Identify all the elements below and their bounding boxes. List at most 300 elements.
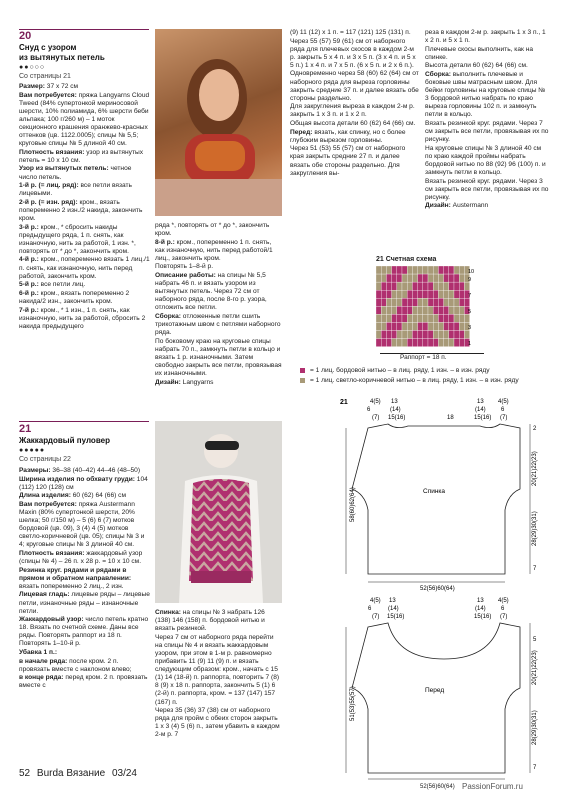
dim-label: 6 (501, 606, 505, 612)
chart-cell (449, 306, 454, 314)
chart-cell (459, 322, 464, 330)
chart-cell (423, 290, 428, 298)
dim-label: (7) (500, 614, 508, 620)
section-20-column-1 (19, 83, 150, 331)
chart-cell (376, 298, 381, 306)
section-20-column-2 (155, 222, 282, 387)
chart-cell (454, 330, 459, 338)
chart-cell (402, 306, 407, 314)
chart-cell (454, 266, 459, 274)
chart-cell (444, 298, 449, 306)
chart-cell (423, 306, 428, 314)
para: Сборка: выполнить плечевые и боковые швы матрасным швом. Для бейки горловины на круговые спицы № 3 бордовой нитью набрать по краю выреза горловины 102 п. и замкнуть петли в кольцо. (425, 70, 546, 119)
para: 5-й р.: все петли лиц. (19, 281, 86, 289)
chart-cell (407, 314, 412, 322)
section-21-difficulty: ●●●●● (19, 447, 46, 454)
title-line-2: из вытянутых петель (19, 52, 105, 62)
dim-label: 18 (447, 415, 454, 421)
chart-cell (459, 330, 464, 338)
dim-label: 5 (533, 637, 537, 643)
chart-cell (459, 266, 464, 274)
chart-cell (454, 306, 459, 314)
chart-cell (459, 306, 464, 314)
chart-cell (412, 339, 417, 347)
chart-cell (376, 282, 381, 290)
chart-cell (444, 290, 449, 298)
chart-cell (412, 282, 417, 290)
row-number: 9 (468, 277, 472, 283)
chart-cell (433, 290, 438, 298)
brown-swatch (300, 378, 305, 383)
para: Перед: вязать, как спинку, но с более глубоким вырезом горловины. (290, 128, 406, 144)
para: Узор из вытянутых петель: четное число петель. (19, 165, 132, 181)
para: 3-й р.: кром., * сбросить накиды предыдущего ряда, 1 п. снять, как изнаночную, нить за работой, 1 изн. *, повторять от * до *, закончить кром. (19, 223, 136, 255)
row-number: 1 (468, 341, 472, 347)
chart-cell (418, 322, 423, 330)
section-20-source: Со страницы 21 (19, 73, 71, 80)
chart-cell (449, 266, 454, 274)
section-20-difficulty: ●●○○○ (19, 64, 46, 71)
chart-cell (428, 314, 433, 322)
page-footer (19, 770, 137, 778)
dim-label: 15(16) (474, 415, 492, 421)
chart-cell (397, 314, 402, 322)
para: 2-й р. (= изн. ряд): кром., вязать попеременно 2 изн./2 накида, закончить кром. (19, 198, 143, 222)
chart-cell (444, 266, 449, 274)
chart-cell (418, 298, 423, 306)
row-number: 7 (468, 293, 472, 299)
section-21-number: 21 (19, 423, 32, 435)
para: ряда *, повторять от * до *, закончить кром. (155, 222, 270, 238)
dim-label: 51(53)55(57) (350, 686, 356, 721)
chart-cell (392, 322, 397, 330)
chart-cell (376, 330, 381, 338)
front-outline (352, 623, 520, 773)
para: Через 51 (53) 55 (57) см от наборного края закрыть средние 27 п. и далее вязать обе стороны раздельно. Для закругления вы- (290, 145, 406, 177)
chart-cell (438, 306, 443, 314)
chart-cell (381, 314, 386, 322)
chart-cell (407, 290, 412, 298)
column-4 (425, 29, 550, 211)
bordeaux-swatch (300, 368, 305, 373)
chart-cell (397, 266, 402, 274)
dim-label: (14) (390, 407, 401, 413)
chart-cell (407, 322, 412, 330)
para: На круговые спицы № 3 длиной 40 см по краю каждой проймы набрать бордовой нитью по 88 (92) 96 (100) п. и замкнуть петли в кольцо. (425, 144, 546, 177)
para: Размеры: 36–38 (40–42) 44–46 (48–50) (19, 467, 141, 474)
chart-cell (397, 282, 402, 290)
para: По боковому краю на круговые спицы набрать 70 п., замкнуть петли в кольцо и вязать 1 р. изнаночными. Затем свободно закрыть все петли, провязывая их изнаночными. (155, 337, 282, 378)
dim-label: 28(29)30(31) (532, 710, 538, 745)
chart-cell (459, 298, 464, 306)
chart-cell (407, 266, 412, 274)
chart-cell (418, 266, 423, 274)
chart-cell (444, 274, 449, 282)
chart-cell (407, 330, 412, 338)
legend-item-bordeaux (300, 367, 550, 375)
chart-cell (381, 282, 386, 290)
chart-cell (381, 322, 386, 330)
chart-cell (449, 290, 454, 298)
chart-legend (300, 367, 550, 385)
chart-cell (412, 290, 417, 298)
chart-cell (438, 298, 443, 306)
chart-cell (423, 314, 428, 322)
chart-cell (412, 298, 417, 306)
para: Общая высота детали 60 (62) 64 (66) см. (290, 120, 416, 128)
para: Вязать резинкой круг. рядами. Через 3 см закрыть все петли, провязывая их по рисунку. (425, 177, 549, 201)
para: 6-й р.: кром., вязать попеременно 2 накида/2 изн., закончить кром. (19, 289, 130, 305)
dim-label: 13 (391, 399, 398, 405)
chart-cell (449, 330, 454, 338)
chart-cell (412, 322, 417, 330)
chart-cell (392, 330, 397, 338)
chart-cell (386, 306, 391, 314)
para: в начале ряда: после кром. 2 п. провязать вместе с наклоном влево; (19, 657, 132, 673)
chart-cell (418, 314, 423, 322)
chart-cell (392, 339, 397, 347)
chart-cell (428, 282, 433, 290)
chart-cell (428, 306, 433, 314)
para: Жаккардовый узор: число петель кратно 18. Вязать по счетной схеме. Даны все ряды. Повторять раппорт из 18 п. Повторять 1–10-й р. (19, 616, 149, 648)
chart-cell (428, 274, 433, 282)
section-20-title (19, 43, 105, 62)
chart-cell (423, 282, 428, 290)
chart-cell (454, 298, 459, 306)
para: 4-й р.: кром., попеременно вязать 1 лиц./1 п. снять, как изнаночную, нить перед работой, закончить кром. (19, 256, 150, 280)
chart-cell (381, 274, 386, 282)
para: Дизайн: Langyarns (155, 378, 214, 386)
dim-label: 4(5) (498, 399, 509, 405)
para: Через 7 см от наборного ряда перейти на спицы № 4 и вязать жаккардовым узором, при этом в 1-м р. равномерно прибавить 11 (9) 11 (9) п. и вязать следующим образом: кром., начать с 15 (1) 14 (18-й) п. раппорта, повторить 7 (8) 8 (9) x 18 п. раппорта, закончить 5 (1) 6 (2-й) п. раппорта, кром. = 137 (147) 157 (167) п. (155, 633, 280, 706)
figure-number: 21 (340, 399, 348, 406)
chart-cell (412, 274, 417, 282)
legend-text: = 1 лиц. бордовой нитью – в лиц. ряду, 1 изн. – в изн. ряду (310, 367, 490, 374)
chart-cell (407, 298, 412, 306)
snood-photo-art (155, 29, 282, 216)
chart-cell (449, 322, 454, 330)
para: Вам потребуется: пряжа Austermann Maxin (80% супертонкой шерсти, 20% шелка; 50 г/150 м) – 5 (6) 6 (7) мотков бордовой (цв. 09), 3 (4) 4 (5) мотков светло-коричневой (цв. 05); спицы № 3 и 4; круговые спицы № 3 длиной 40 см. (19, 500, 145, 549)
dim-label: 15(16) (388, 415, 406, 421)
chart-cell (423, 266, 428, 274)
para: Ширина изделия по обхвату груди: 104 (112) 120 (128) см (19, 475, 148, 491)
section-21-rule (19, 421, 149, 422)
chart-cell (386, 274, 391, 282)
chart-cell (392, 266, 397, 274)
para: Через 35 (36) 37 (38) см от наборного ряда для пройм с обеих сторон закрыть 1 x 3 (4) 5 (6) п., затем убавить в каждом 2-м р. 7 (155, 707, 280, 739)
chart-cell (444, 339, 449, 347)
chart-cell (444, 282, 449, 290)
chart-cell (449, 339, 454, 347)
chart-cell (454, 339, 459, 347)
chart-cell (454, 282, 459, 290)
watermark-site: PassionForum.ru (462, 782, 523, 791)
chart-cell (376, 266, 381, 274)
chart-cell (376, 339, 381, 347)
piece-label: Спинка (423, 488, 446, 495)
chart-cell (386, 322, 391, 330)
chart-cell (459, 274, 464, 282)
chart-cell (418, 330, 423, 338)
dim-label: 6 (501, 407, 505, 413)
para: Размер: 37 x 72 см (19, 83, 79, 90)
chart-cell (464, 314, 469, 322)
chart-cell (381, 306, 386, 314)
chart-cell (438, 339, 443, 347)
chart-cell (386, 266, 391, 274)
column-3 (290, 29, 420, 178)
chart-cell (386, 298, 391, 306)
chart-cell (397, 298, 402, 306)
para: в конце ряда: перед кром. 2 п. провязать вместе с (19, 674, 148, 690)
chart-cell (423, 322, 428, 330)
chart-cell (428, 298, 433, 306)
page-number: 52 (19, 768, 31, 779)
dim-label: 15(16) (474, 614, 492, 620)
chart-cell (464, 282, 469, 290)
chart-cell (438, 274, 443, 282)
chart-cell (433, 298, 438, 306)
chart-cell (464, 330, 469, 338)
chart-cell (407, 282, 412, 290)
magazine-name: Burda Вязание (36, 768, 106, 779)
section-20-number: 20 (19, 30, 32, 42)
row-number: 10 (468, 269, 475, 275)
dim-label: 15(16) (387, 614, 405, 620)
chart-cell (392, 306, 397, 314)
issue-number: 03/24 (111, 768, 137, 779)
chart-cell (402, 314, 407, 322)
para: Плотность вязания: жаккардовый узор (спицы № 4) – 26 п. x 28 р. = 10 x 10 см. (19, 549, 143, 566)
back-outline (352, 424, 520, 574)
chart-cell (428, 330, 433, 338)
rapport-label: Раппорт = 18 п. (400, 354, 447, 361)
chart-cell (444, 314, 449, 322)
para: Вязать резинкой круг. рядами. Через 7 см закрыть все петли, провязывая их по рисунку. (425, 120, 549, 144)
para: Повторять 1–8-й р. (155, 263, 214, 271)
chart-cell (376, 314, 381, 322)
chart-cell (381, 339, 386, 347)
para: Для закругления выреза в каждом 2-м р. закрыть 1 x 3 п. и 1 x 2 п. (290, 103, 415, 119)
chart-cell (397, 339, 402, 347)
chart-cell (402, 339, 407, 347)
title-line-1: Снуд с узором (19, 43, 77, 52)
dim-label: 13 (389, 598, 396, 604)
chart-cell (407, 339, 412, 347)
chart-cell (459, 339, 464, 347)
para: Через 55 (57) 59 (61) см от наборного ряда для плечевых скосов в каждом 2-м р. закрыть 5 x 4 п. и 3 x 5 п. (3 x 4 п. и 5 x 5 п.) 1 x 4 п. и 7 x 5 п. (6 x 5 п. и 2 x 6 п.). (290, 37, 416, 69)
dim-label: 20(21)22(23) (532, 650, 538, 685)
para: Спинка: на спицы № 3 набрать 126 (138) 146 (158) п. бордовой нитью и вязать резинкой. (155, 609, 265, 633)
para: реза в каждом 2-м р. закрыть 1 x 3 п., 1 x 2 п. и 5 x 1 п. (425, 29, 546, 45)
chart-cell (418, 306, 423, 314)
para: Описание работы: на спицы № 5,5 набрать 46 п. и вязать узором из вытянутых петель. Через 72 см от наборного ряда, после 8-го р. узора, отложить все петли. (155, 272, 267, 312)
chart-cell (392, 282, 397, 290)
chart-cell (433, 282, 438, 290)
chart-title: 21 Счетная схема (376, 256, 437, 263)
chart-cell (402, 330, 407, 338)
para: Вам потребуется: пряжа Langyarns Cloud Tweed (84% супертонкой мериносовой шерсти, 10% полиамида, 6% шерсти беби альпака; 100 г/260 м) – 1 моток секционного крашения оранжево-красных оттенков (цв. 1122.0005); спицы № 5,5; круговые спицы № 5 длиной 40 см. (19, 91, 150, 148)
dim-label: 13 (477, 598, 484, 604)
chart-cell (423, 330, 428, 338)
chart-cell (402, 290, 407, 298)
chart-cell (418, 274, 423, 282)
para: Убавка 1 п.: (19, 649, 58, 657)
para: Сборка: отложенные петли сшить трикотажным швом с петлями наборного ряда. (155, 313, 281, 337)
chart-cell (438, 330, 443, 338)
para: Длина изделия: 60 (62) 64 (66) см (19, 492, 127, 500)
chart-cell (386, 314, 391, 322)
dim-label: 2 (533, 426, 537, 432)
chart-cell (386, 282, 391, 290)
chart-cell (392, 290, 397, 298)
section-20-rule (19, 29, 149, 30)
para: Высота детали 60 (62) 64 (66) см. (425, 62, 528, 70)
dim-label: 4(5) (370, 399, 381, 405)
chart-cell (433, 330, 438, 338)
para: Плотность вязания: узор из вытянутых петель = 10 x 10 см. (19, 148, 144, 164)
chart-cell (376, 322, 381, 330)
chart-cell (423, 274, 428, 282)
chart-cell (438, 322, 443, 330)
chart-cell (433, 322, 438, 330)
para: 7-й р.: кром., * 1 изн., 1 п. снять, как изнаночную, нить за работой, сбросить 2 накида предыдущего (19, 306, 146, 330)
chart-cell (392, 274, 397, 282)
chart-cell (407, 306, 412, 314)
pullover-photo (155, 421, 282, 603)
piece-label: Перед (425, 687, 445, 694)
chart-cell (397, 322, 402, 330)
chart-cell (428, 290, 433, 298)
chart-cell (407, 274, 412, 282)
dim-label: (7) (372, 614, 380, 620)
chart-cell (449, 298, 454, 306)
chart-cell (397, 330, 402, 338)
chart-cell (438, 290, 443, 298)
chart-cell (381, 266, 386, 274)
chart-cell (464, 298, 469, 306)
chart-cell (454, 274, 459, 282)
chart-cell (459, 282, 464, 290)
chart-cell (459, 290, 464, 298)
para: Одновременно через 58 (60) 62 (64) см от наборного ряда для выреза горловины закрыть средние 37 п. и далее вязать обе стороны раздельно. (290, 70, 419, 102)
chart-cell (397, 290, 402, 298)
chart-cell (402, 322, 407, 330)
dim-label: (7) (372, 415, 380, 421)
chart-cell (433, 339, 438, 347)
dim-label: 20(21)22(23) (532, 451, 538, 486)
chart-cell (402, 282, 407, 290)
dim-label: (7) (500, 415, 508, 421)
dim-label: 6 (367, 407, 371, 413)
row-number: 5 (468, 309, 472, 315)
section-21-title: Жаккардовый пуловер (19, 436, 110, 445)
legend-text: = 1 лиц. светло-коричневой нитью – в лиц. ряду, 1 изн. – в изн. ряду (310, 377, 519, 385)
chart-cell (428, 322, 433, 330)
chart-cell (418, 290, 423, 298)
dim-label: (14) (388, 606, 399, 612)
chart-cell (428, 339, 433, 347)
dim-label: (14) (475, 606, 486, 612)
chart-cell (381, 298, 386, 306)
chart-cell (381, 290, 386, 298)
chart-cell (412, 314, 417, 322)
chart-cell (444, 322, 449, 330)
para: Лицевая гладь: лицевые ряды – лицевые петли, изнаночные ряды – изнаночные петли. (19, 591, 150, 615)
back-pattern (330, 394, 560, 594)
chart-cell (438, 282, 443, 290)
dim-label: 13 (477, 399, 484, 405)
dim-label: 4(5) (498, 598, 509, 604)
chart-cell (386, 290, 391, 298)
chart-cell (402, 298, 407, 306)
chart-cell (433, 314, 438, 322)
chart-cell (397, 274, 402, 282)
chart-cell (438, 314, 443, 322)
pullover-photo-art (155, 421, 282, 603)
chart-cell (433, 306, 438, 314)
para: Резинка круг. рядами и рядами в прямом и обратном направлении: вязать попеременно 2 лиц., 2 изн. (19, 566, 132, 590)
chart-cell (376, 306, 381, 314)
para: Плечевые скосы выполнить, как на спинке. (425, 45, 534, 61)
para: 1-й р. (= лиц. ряд): все петли вязать лицевыми. (19, 182, 132, 198)
chart-cell (402, 274, 407, 282)
section-21-column-2 (155, 609, 282, 740)
chart-cell (433, 274, 438, 282)
chart-cell (392, 314, 397, 322)
chart-cell (386, 339, 391, 347)
chart-cell (418, 282, 423, 290)
chart-cell (412, 266, 417, 274)
para: Дизайн: Austermann (425, 202, 489, 210)
para: 8-й р.: кром., попеременно 1 п. снять, как изнаночную, нить перед работой/1 лиц., закончить кром. (155, 238, 273, 262)
chart-cell (402, 266, 407, 274)
chart-cell (444, 330, 449, 338)
section-21-source: Со страницы 22 (19, 456, 71, 463)
chart-cell (449, 274, 454, 282)
chart-grid (376, 266, 470, 347)
chart-cell (412, 306, 417, 314)
dim-label: 58(60)62(64) (350, 487, 356, 522)
chart-cell (454, 290, 459, 298)
snood-photo (155, 29, 282, 216)
chart-cell (454, 322, 459, 330)
chart-cell (438, 266, 443, 274)
chart-cell (423, 339, 428, 347)
chart-cell (392, 298, 397, 306)
dim-label: 7 (533, 566, 537, 572)
counting-chart (372, 264, 482, 354)
section-21-column-1 (19, 467, 150, 691)
chart-cell (428, 266, 433, 274)
chart-cell (459, 314, 464, 322)
legend-item-brown (300, 377, 550, 385)
front-bottom-dim: 52(56)60(64) (420, 784, 455, 790)
chart-cell (454, 314, 459, 322)
chart-cell (418, 339, 423, 347)
chart-cell (376, 274, 381, 282)
dim-label: (14) (475, 407, 486, 413)
chart-cell (386, 330, 391, 338)
chart-cell (444, 306, 449, 314)
dim-label: 7 (533, 765, 537, 771)
para: (9) 11 (12) x 1 п. = 117 (121) 125 (131) п. (290, 29, 411, 36)
dim-label: 52(56)60(64) (420, 586, 455, 592)
chart-cell (381, 330, 386, 338)
dim-label: 4(5) (370, 598, 381, 604)
chart-cell (449, 282, 454, 290)
chart-cell (423, 298, 428, 306)
